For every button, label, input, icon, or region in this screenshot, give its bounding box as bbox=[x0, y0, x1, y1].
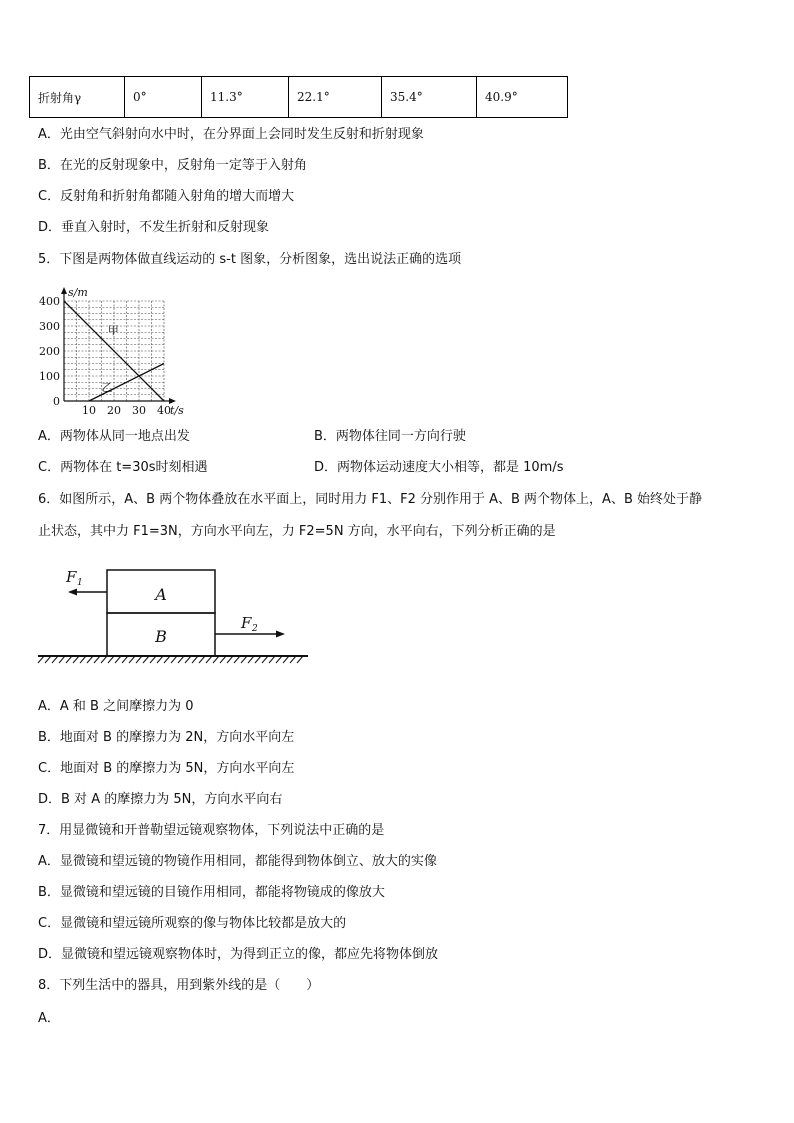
hatch-mark bbox=[143, 656, 149, 663]
x-tick-label: 30 bbox=[132, 404, 146, 417]
force-f2-label: F bbox=[241, 614, 252, 632]
y-tick-label: 300 bbox=[39, 320, 60, 333]
hatch-mark bbox=[115, 656, 121, 663]
refraction-angle-table bbox=[29, 76, 568, 118]
hatch-mark bbox=[234, 656, 240, 663]
q4-option-a: A．光由空气斜射向水中时，在分界面上会同时发生反射和折射现象 bbox=[38, 127, 424, 142]
hatch-mark bbox=[297, 656, 303, 663]
force-f2-arrowhead bbox=[276, 631, 285, 638]
force-f1-arrowhead bbox=[68, 589, 77, 596]
hatch-mark bbox=[276, 656, 282, 663]
hatch-mark bbox=[269, 656, 275, 663]
q8-stem: 8．下列生活中的器具，用到紫外线的是（ ） bbox=[38, 978, 320, 993]
x-axis-label: t/s bbox=[170, 404, 184, 417]
hatch-mark bbox=[248, 656, 254, 663]
hatch-mark bbox=[206, 656, 212, 663]
hatch-mark bbox=[73, 656, 79, 663]
hatch-mark bbox=[122, 656, 128, 663]
q5-stem: 5．下图是两物体做直线运动的 s-t 图象，分析图象，选出说法正确的选项 bbox=[38, 252, 462, 267]
hatch-mark bbox=[136, 656, 142, 663]
stacked-blocks-figure bbox=[36, 562, 316, 666]
q5-option-d: D．两物体运动速度大小相等，都是 10m/s bbox=[314, 460, 564, 475]
hatch-mark bbox=[101, 656, 107, 663]
hatch-mark bbox=[59, 656, 65, 663]
y-tick-label: 100 bbox=[39, 370, 60, 383]
force-f1-subscript: 1 bbox=[77, 578, 83, 588]
hatch-mark bbox=[157, 656, 163, 663]
q5-option-b: B．两物体往同一方向行驶 bbox=[314, 429, 466, 444]
q6-option-d: D．B 对 A 的摩擦力为 5N，方向水平向右 bbox=[38, 792, 283, 807]
hatch-mark bbox=[66, 656, 72, 663]
hatch-mark bbox=[80, 656, 86, 663]
table-header-cell: 折射角γ bbox=[30, 77, 125, 118]
block-b-label: B bbox=[155, 627, 167, 646]
hatch-mark bbox=[213, 656, 219, 663]
table-cell: 22.1° bbox=[289, 77, 382, 118]
q5-option-a: A．两物体从同一地点出发 bbox=[38, 429, 190, 444]
hatch-mark bbox=[129, 656, 135, 663]
table-cell: 0° bbox=[125, 77, 202, 118]
block-a-label: A bbox=[155, 585, 167, 604]
hatch-mark bbox=[171, 656, 177, 663]
hatch-mark bbox=[241, 656, 247, 663]
hatch-mark bbox=[283, 656, 289, 663]
y-tick-label: 400 bbox=[39, 295, 60, 308]
table-row bbox=[30, 77, 568, 118]
hatch-mark bbox=[199, 656, 205, 663]
q6-option-c: C．地面对 B 的摩擦力为 5N，方向水平向左 bbox=[38, 761, 295, 776]
hatch-mark bbox=[220, 656, 226, 663]
hatch-mark bbox=[52, 656, 58, 663]
q7-stem: 7．用显微镜和开普勒望远镜观察物体，下列说法中正确的是 bbox=[38, 823, 385, 838]
hatch-mark bbox=[262, 656, 268, 663]
q5-option-c: C．两物体在 t=30s时刻相遇 bbox=[38, 460, 208, 475]
st-graph bbox=[38, 282, 198, 418]
q8-option-a: A． bbox=[38, 1011, 60, 1026]
hatch-mark bbox=[150, 656, 156, 663]
hatch-mark bbox=[87, 656, 93, 663]
q7-option-a: A．显微镜和望远镜的物镜作用相同，都能得到物体倒立、放大的实像 bbox=[38, 854, 437, 869]
hatch-mark bbox=[192, 656, 198, 663]
q6-option-a: A．A 和 B 之间摩擦力为 0 bbox=[38, 699, 194, 714]
table-cell: 40.9° bbox=[477, 77, 568, 118]
ground-hatching bbox=[38, 656, 303, 663]
q6-stem-line2: 止状态，其中力 F1=3N，方向水平向左，力 F2=5N 方向，水平向右，下列分析正确的是 bbox=[38, 524, 556, 539]
hatch-mark bbox=[290, 656, 296, 663]
y-axis-label: s/m bbox=[68, 286, 88, 299]
hatch-mark bbox=[45, 656, 51, 663]
hatch-mark bbox=[108, 656, 114, 663]
q6-option-b: B．地面对 B 的摩擦力为 2N，方向水平向左 bbox=[38, 730, 295, 745]
x-tick-label: 10 bbox=[82, 404, 96, 417]
hatch-mark bbox=[178, 656, 184, 663]
hatch-mark bbox=[185, 656, 191, 663]
hatch-mark bbox=[227, 656, 233, 663]
hatch-mark bbox=[255, 656, 261, 663]
hatch-mark bbox=[164, 656, 170, 663]
q7-option-b: B．显微镜和望远镜的目镜作用相同，都能将物镜成的像放大 bbox=[38, 885, 385, 900]
table-cell: 11.3° bbox=[202, 77, 289, 118]
x-tick-label: 40 bbox=[157, 404, 171, 417]
y-tick-label: 200 bbox=[39, 345, 60, 358]
force-f2-subscript: 2 bbox=[252, 624, 258, 634]
table-cell: 35.4° bbox=[382, 77, 477, 118]
q7-option-d: D．显微镜和望远镜观察物体时，为得到正立的像，都应先将物体倒放 bbox=[38, 947, 439, 962]
y-tick-label: 0 bbox=[53, 395, 60, 408]
force-f1-label: F bbox=[66, 568, 77, 586]
q4-option-d: D．垂直入射时，不发生折射和反射现象 bbox=[38, 220, 270, 235]
series-label-yi: 乙 bbox=[101, 381, 113, 394]
q7-option-c: C．显微镜和望远镜所观察的像与物体比较都是放大的 bbox=[38, 916, 347, 931]
q4-option-b: B．在光的反射现象中，反射角一定等于入射角 bbox=[38, 158, 307, 173]
q4-option-c: C．反射角和折射角都随入射角的增大而增大 bbox=[38, 189, 295, 204]
series-label-jia: 甲 bbox=[107, 324, 119, 337]
chart-labels bbox=[39, 286, 184, 417]
x-tick-label: 20 bbox=[107, 404, 121, 417]
q6-stem-line1: 6．如图所示，A、B 两个物体叠放在水平面上，同时用力 F1、F2 分别作用于 A、B 两个物体上，A、B 始终处于静 bbox=[38, 492, 702, 507]
hatch-mark bbox=[94, 656, 100, 663]
hatch-mark bbox=[38, 656, 44, 663]
y-axis-arrowhead bbox=[61, 287, 67, 294]
